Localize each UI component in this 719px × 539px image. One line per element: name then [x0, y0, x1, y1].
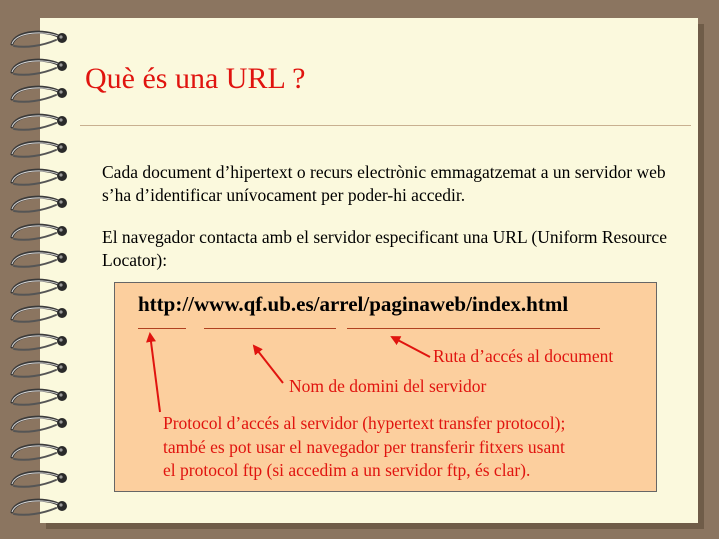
- domain-label: Nom de domini del servidor: [289, 376, 487, 396]
- path-arrow: [392, 337, 430, 357]
- paragraph-browser-url: El navegador contacta amb el servidor especificant una URL (Uniform Resource Locator):: [102, 227, 667, 270]
- paragraph-identification: Cada document d’hipertext o recurs electrònic emmagatzemat a un servidor web s’ha d’identificar unívocament per poder-hi accedir.: [102, 162, 666, 205]
- protocol-label-line-2: també es pot usar el navegador per transferir fitxers usant: [163, 437, 565, 457]
- protocol-label-line-1: Protocol d’accés al servidor (hypertext transfer protocol);: [163, 413, 566, 433]
- example-url: http://www.qf.ub.es/arrel/paginaweb/index.html: [138, 292, 569, 316]
- protocol-arrow: [150, 334, 160, 412]
- slide-title: Què és una URL ?: [85, 62, 306, 95]
- path-label: Ruta d’accés al document: [433, 346, 614, 366]
- protocol-label-line-3: el protocol ftp (si accedim a un servidor ftp, és clar).: [163, 460, 531, 480]
- domain-arrow: [254, 346, 283, 383]
